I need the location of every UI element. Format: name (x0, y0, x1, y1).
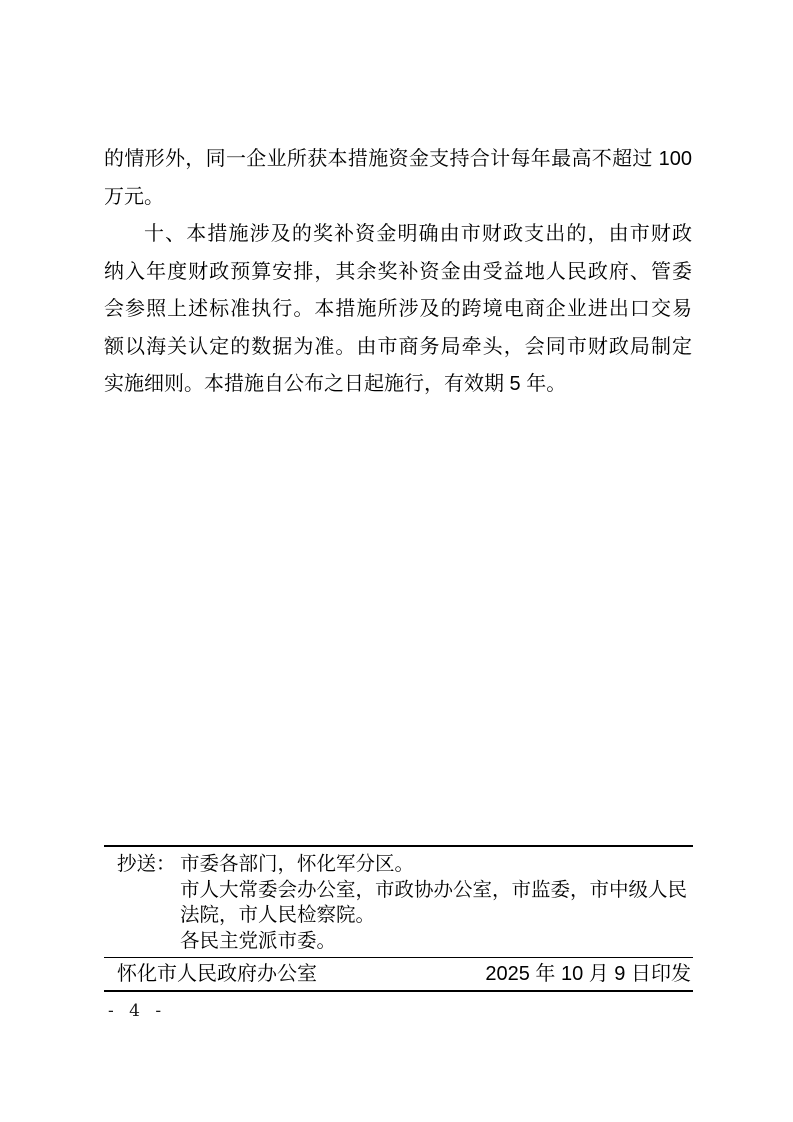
cc-line: 市人大常委会办公室，市政协办公室，市监委，市中级人民 (180, 878, 688, 901)
body-text-line: 额以海关认定的数据为准。由市商务局牵头，会同市财政局制定 (104, 335, 692, 358)
body-text-line: 会参照上述标准执行。本措施所涉及的跨境电商企业进出口交易 (104, 298, 692, 320)
body-text-line: 的情形外，同一企业所获本措施资金支持合计每年最高不超过 100 (104, 148, 692, 170)
cc-lines (180, 852, 693, 954)
cc-block (104, 847, 693, 957)
print-date: 2025 年 10 月 9 日印发 (485, 963, 691, 985)
page-number: - 4 - (108, 1001, 167, 1021)
body-text-line: 十、本措施涉及的奖补资金明确由市财政支出的，由市财政 (144, 223, 692, 245)
cc-line: 法院，市人民检察院。 (180, 904, 376, 926)
cc-label: 抄送： (117, 853, 176, 875)
issuer-row (104, 957, 693, 992)
issuing-office: 怀化市人民政府办公室 (117, 963, 317, 985)
footer-block (104, 845, 693, 992)
body-text-line: 万元。 (104, 185, 164, 208)
body-text (104, 141, 692, 404)
cc-line: 市委各部门，怀化军分区。 (180, 853, 415, 875)
body-text-line: 实施细则。本措施自公布之日起施行，有效期 5 年。 (104, 373, 567, 395)
cc-line: 各民主党派市委。 (180, 929, 337, 952)
body-text-line: 纳入年度财政预算安排，其余奖补资金由受益地人民政府、管委 (104, 260, 692, 283)
